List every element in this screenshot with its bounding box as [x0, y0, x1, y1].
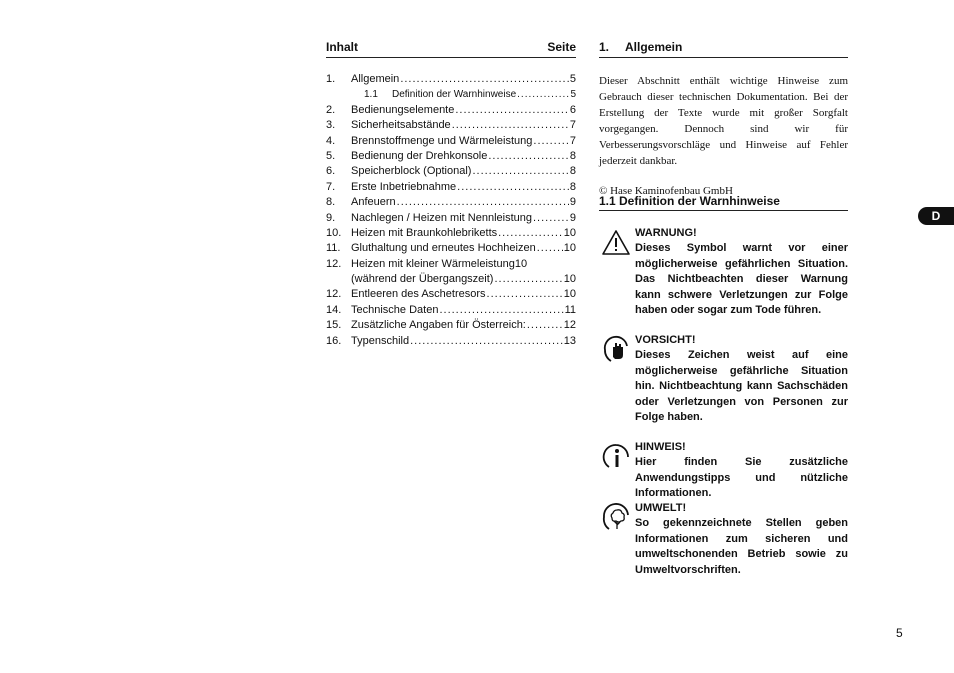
toc-entry-number: 5.: [326, 149, 336, 162]
toc-entry-number: 15.: [326, 319, 342, 332]
toc-entry-number: 7.: [326, 180, 336, 193]
section-title: Allgemein: [625, 40, 683, 54]
toc-entry[interactable]: [326, 72, 576, 87]
toc-entry[interactable]: [326, 303, 576, 318]
notice-text: Hier finden Sie zusätzliche Anwendungstipps und nützliche Informationen.: [635, 456, 848, 500]
toc-entry-title: Entleeren des Aschetresors: [351, 288, 486, 301]
toc-leader-dots: [498, 226, 563, 241]
notice-caution: [599, 333, 848, 425]
notice-label: HINWEIS!: [635, 441, 686, 453]
page-number: 5: [896, 626, 903, 640]
toc-entry-number: 2.: [326, 103, 336, 116]
toc-entry-page: 8: [569, 180, 576, 193]
toc-entry-title: Erste Inbetriebnahme: [351, 180, 457, 193]
toc-entry-number: 11.: [326, 242, 341, 255]
toc-entry-page: 7: [569, 119, 576, 132]
toc-entry[interactable]: [326, 134, 576, 149]
toc-leader-dots: [400, 72, 569, 87]
toc-entry-number: 4.: [326, 134, 336, 147]
toc-leader-dots: [455, 103, 569, 118]
toc-leader-dots: [487, 287, 563, 302]
toc-entry-title: Bedienungselemente: [351, 103, 455, 116]
notice-text: Dieses Zeichen weist auf eine möglicherweise gefährliche Situation hin. Nichtbeachtung kann Sachschäden oder Verletzungen von Personen zur Folge haben.: [635, 349, 848, 424]
section-heading: [599, 40, 848, 58]
toc-entry[interactable]: [326, 241, 576, 256]
toc-header: [326, 40, 576, 58]
toc-entry-page: 8: [569, 165, 576, 178]
subsection-heading: 1.1 Definition der Warnhinweise: [599, 194, 848, 211]
toc-entry-page: 6: [569, 103, 576, 116]
toc-entry[interactable]: [326, 211, 576, 226]
toc-leader-dots: [457, 180, 569, 195]
toc-entry-title: Typenschild: [351, 334, 410, 347]
toc-entry-title: (während der Übergangszeit): [351, 273, 494, 286]
toc-entry[interactable]: [326, 334, 576, 349]
toc-entry-page: 7: [569, 134, 576, 147]
toc-leader-dots: [537, 241, 563, 256]
toc-entry-title: Anfeuern: [351, 196, 396, 209]
toc-entry-page: 13: [563, 334, 576, 347]
toc-entry-number: 3.: [326, 119, 336, 132]
toc-leader-dots: [488, 149, 569, 164]
toc-leader-dots: [494, 272, 562, 287]
toc-entry[interactable]: [326, 149, 576, 164]
toc-entry-number: 12.: [326, 288, 342, 301]
toc-entry-title: Technische Daten: [351, 303, 439, 316]
toc-entry-title: Gluthaltung und erneutes Hochheizen: [351, 242, 536, 255]
info-icon: [601, 442, 631, 472]
toc-entry-page: 11: [564, 303, 576, 316]
toc-entry-title: Speicherblock (Optional): [351, 165, 472, 178]
table-of-contents: [326, 40, 576, 349]
toc-entry-continuation[interactable]: [326, 272, 576, 287]
toc-entry-title: Nachlegen / Heizen mit Nennleistung: [351, 211, 532, 224]
notice-label: WARNUNG!: [635, 227, 697, 239]
toc-entry-number: 6.: [326, 165, 336, 178]
toc-entry-number: 1.: [326, 73, 336, 85]
language-tab: D: [918, 207, 954, 225]
toc-entry-number: 1.1: [364, 89, 378, 101]
toc-leader-dots: [517, 87, 569, 102]
toc-entry-page: 5: [570, 89, 576, 101]
toc-leader-dots: [533, 134, 568, 149]
toc-entry-title: Heizen mit kleiner Wärmeleistung10: [351, 257, 528, 270]
notice-warning: [599, 226, 848, 318]
toc-entry-number: 8.: [326, 196, 336, 209]
toc-entry[interactable]: [326, 195, 576, 210]
notice-label: VORSICHT!: [635, 334, 696, 346]
toc-leader-dots: [527, 318, 563, 333]
toc-leader-dots: [472, 164, 568, 179]
toc-entry-number: 16.: [326, 334, 342, 347]
toc-entry-page: 5: [569, 73, 576, 85]
toc-leader-dots: [533, 211, 569, 226]
toc-entry-title: Sicherheitsabstände: [351, 119, 451, 132]
toc-leader-dots: [397, 195, 569, 210]
notice-info: [599, 440, 848, 502]
toc-entry-title: Zusätzliche Angaben für Österreich:: [351, 319, 526, 332]
toc-entry-number: 14.: [326, 303, 342, 316]
toc-entry-page: 12: [563, 319, 576, 332]
toc-leader-dots: [410, 334, 563, 349]
notice-text: Dieses Symbol warnt vor einer möglicherweise gefährlichen Situation. Das Nichtbeachten dieser Warnung kann schwere Verletzungen zur Folge haben oder sogar zum Tode führen.: [635, 242, 848, 317]
toc-entry[interactable]: [326, 87, 576, 102]
toc-entry[interactable]: [326, 318, 576, 333]
intro-paragraph: Dieser Abschnitt enthält wichtige Hinweise zum Gebrauch dieser technischen Dokumentation. Bei der Erstellung der Texte wurde mit großer Sorgfalt vorgegangen. Dennoch sind wir für Verbesserungsvorschläge und Hinweise auf Fehler jederzeit dankbar.: [599, 75, 848, 167]
toc-entry[interactable]: [326, 164, 576, 179]
section-number: 1.: [599, 40, 610, 54]
toc-entry[interactable]: [326, 118, 576, 133]
notice-text: So gekennzeichnete Stellen geben Informationen zum sicheren und umweltschonenden Betrieb sowie zu Umweltvorschriften.: [635, 517, 848, 576]
toc-entry-page: 10: [563, 226, 576, 239]
copyright-line: © Hase Kaminofenbau GmbH: [599, 185, 733, 197]
toc-entry-title: Brennstoffmenge und Wärmeleistung: [351, 134, 533, 147]
notice-label: UMWELT!: [635, 502, 687, 514]
warning-triangle-icon: [601, 228, 631, 258]
toc-entry[interactable]: [326, 287, 576, 302]
toc-header-page: Seite: [547, 40, 576, 54]
toc-entry-page: 10: [563, 273, 576, 286]
toc-entry-page: 10: [563, 242, 576, 255]
toc-entry-title: Allgemein: [351, 73, 400, 85]
caution-hand-icon: [601, 335, 631, 365]
environment-tree-icon: [601, 503, 631, 533]
toc-entry-title: Definition der Warnhinweise: [392, 89, 517, 101]
toc-list: [326, 72, 576, 349]
toc-entry[interactable]: [326, 103, 576, 118]
toc-entry-page: 9: [569, 211, 576, 224]
toc-entry[interactable]: [326, 180, 576, 195]
toc-leader-dots: [452, 118, 569, 133]
toc-leader-dots: [439, 303, 563, 318]
toc-entry-page: 9: [569, 196, 576, 209]
toc-entry[interactable]: [326, 257, 576, 272]
toc-entry-title: Bedienung der Drehkonsole: [351, 149, 488, 162]
toc-entry-title: Heizen mit Braunkohlebriketts: [351, 226, 498, 239]
content-column: [599, 40, 848, 576]
toc-entry-number: 9.: [326, 211, 336, 224]
toc-entry-number: 10.: [326, 226, 342, 239]
toc-entry[interactable]: [326, 226, 576, 241]
notice-environment: [599, 501, 848, 578]
toc-entry-number: 12.: [326, 257, 342, 270]
toc-header-title: Inhalt: [326, 40, 358, 54]
toc-entry-page: 8: [569, 149, 576, 162]
toc-entry-page: 10: [563, 288, 576, 301]
